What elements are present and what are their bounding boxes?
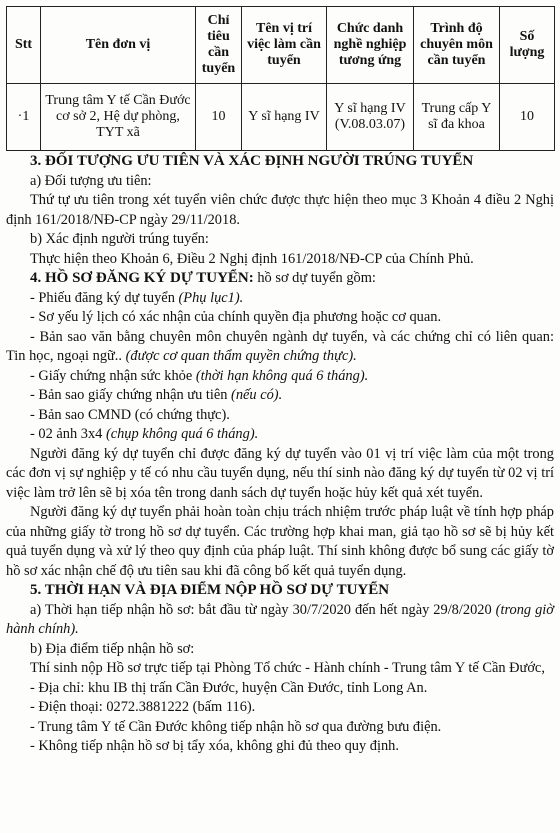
header-level: Trình độ chuyên môn cần tuyển [414, 7, 500, 84]
table-row [7, 84, 555, 151]
document-body [6, 152, 554, 757]
s4-item-3-text: - Bản sao văn bằng chuyên môn chuyên ngành dự tuyển, và các chứng chỉ có liên quan: Tin học, ngoại ngữ.. [6, 328, 554, 364]
s4-item-6: - Bản sao CMND (có chứng thực). [30, 406, 230, 423]
s5-a [6, 601, 554, 640]
document-page [6, 6, 554, 757]
s4-item-7 [6, 425, 554, 445]
s3-b-label: b) Xác định người trúng tuyển: [30, 231, 209, 247]
s5-a-note: (trong giờ hành chính). [6, 601, 554, 637]
header-unit: Tên đơn vị [41, 7, 196, 84]
s4-heading-tail: hồ sơ dự tuyển gồm: [253, 270, 376, 286]
s5-a-text: a) Thời hạn tiếp nhận hồ sơ: bắt đầu từ ngày 30/7/2020 đến hết ngày 29/8/2020 [30, 601, 496, 618]
header-position: Tên vị trí việc làm cần tuyển [242, 7, 327, 84]
s5-phone: - Điện thoại: 0272.3881222 (bấm 116). [30, 699, 256, 715]
header-count: Số lượng [500, 7, 555, 84]
s4-item-7-text: - 02 ảnh 3x4 [30, 426, 106, 442]
s4-heading-bold: 4. HỒ SƠ ĐĂNG KÝ DỰ TUYỂN: [30, 270, 254, 286]
cell-quota: 10 [196, 84, 242, 151]
cell-unit: Trung tâm Y tế Cần Đước cơ sở 2, Hệ dự phòng, TYT xã [41, 84, 196, 151]
s4-paragraph-2: Người đăng ký dự tuyển phải hoàn toàn chịu trách nhiệm trước pháp luật về tính hợp pháp của những giấy tờ trong hồ sơ dự tuyển. Các trường hợp khai man, giả tạo hồ sơ sẽ bị hủy kết quả tuyển dụng và xử lý theo quy định của pháp luật. Thí sinh không được bổ sung các giấy tờ hồ sơ xác nhận chế độ ưu tiên sau khi đã công bố kết quả tuyển dụng. [6, 504, 554, 579]
header-title: Chức danh nghề nghiệp tương ứng [327, 7, 414, 84]
table-header-row [7, 7, 555, 84]
s4-item-7-note: (chụp không quá 6 tháng). [105, 426, 259, 442]
s4-item-4-note: (thời hạn không quá 6 tháng). [195, 367, 369, 384]
s5-note-1: - Trung tâm Y tế Cần Đước không tiếp nhận hồ sơ qua đường bưu điện. [30, 718, 442, 735]
header-quota: Chỉ tiêu cần tuyển [196, 7, 242, 84]
cell-title: Y sĩ hạng IV (V.08.03.07) [327, 84, 414, 151]
s4-item-5 [6, 386, 554, 406]
cell-level: Trung cấp Y sĩ đa khoa [414, 84, 500, 151]
s4-item-3 [6, 328, 554, 367]
s5-b-label: b) Địa điểm tiếp nhận hồ sơ: [30, 640, 195, 657]
s4-item-5-text: - Bản sao giấy chứng nhận ưu tiên [30, 387, 232, 403]
s3-a-label: a) Đối tượng ưu tiên: [30, 172, 152, 189]
s4-item-5-note: (nếu có). [231, 387, 283, 403]
header-stt: Stt [7, 7, 41, 84]
s3-b-text: Thực hiện theo Khoản 6, Điều 2 Nghị định 161/2018/NĐ-CP của Chính Phủ. [30, 250, 474, 267]
cell-count: 10 [500, 84, 555, 151]
s4-item-4 [6, 367, 554, 387]
s5-note-2: - Không tiếp nhận hồ sơ bị tẩy xóa, không ghi đủ theo quy định. [30, 738, 399, 754]
s4-item-1-note: (Phụ lục1). [178, 289, 244, 306]
recruitment-table [6, 6, 555, 151]
section-4-heading [6, 269, 554, 289]
s4-item-1 [6, 289, 554, 309]
s3-a-text: Thứ tự ưu tiên trong xét tuyển viên chức được thực hiện theo mục 3 Khoản 4 điều 2 Nghị định 161/2018/NĐ-CP ngày 29/11/2018. [6, 192, 554, 228]
s5-address: - Địa chỉ: khu IB thị trấn Cần Đước, huyện Cần Đước, tỉnh Long An. [30, 679, 428, 696]
s4-item-4-text: - Giấy chứng nhận sức khỏe [30, 367, 196, 384]
cell-position: Y sĩ hạng IV [242, 84, 327, 151]
s4-item-2: - Sơ yếu lý lịch có xác nhận của chính quyền địa phương hoặc cơ quan. [30, 309, 442, 325]
section-3-heading: 3. ĐỐI TƯỢNG ƯU TIÊN VÀ XÁC ĐỊNH NGƯỜI TRÚNG TUYỂN [30, 153, 474, 169]
cell-stt: ·1 [7, 84, 41, 151]
s4-item-3-note: (được cơ quan thẩm quyền chứng thực). [125, 348, 357, 364]
s5-b-text: Thí sinh nộp Hồ sơ trực tiếp tại Phòng Tổ chức - Hành chính - Trung tâm Y tế Cần Đước, [30, 660, 545, 676]
section-5-heading: 5. THỜI HẠN VÀ ĐỊA ĐIỂM NỘP HỒ SƠ DỰ TUYỂN [30, 582, 390, 598]
s4-item-1-text: - Phiếu đăng ký dự tuyển [30, 289, 179, 306]
s4-paragraph-1: Người đăng ký dự tuyển chỉ được đăng ký dự tuyển vào 01 vị trí việc làm của một trong các đơn vị sự nghiệp y tế có nhu cầu tuyển dụng, nếu thí sinh nào đăng ký dự tuyển từ 02 vị trí việc làm trở lên sẽ bị xóa tên trong danh sách dự tuyển hoặc hủy kết quả xét tuyển. [6, 445, 554, 501]
